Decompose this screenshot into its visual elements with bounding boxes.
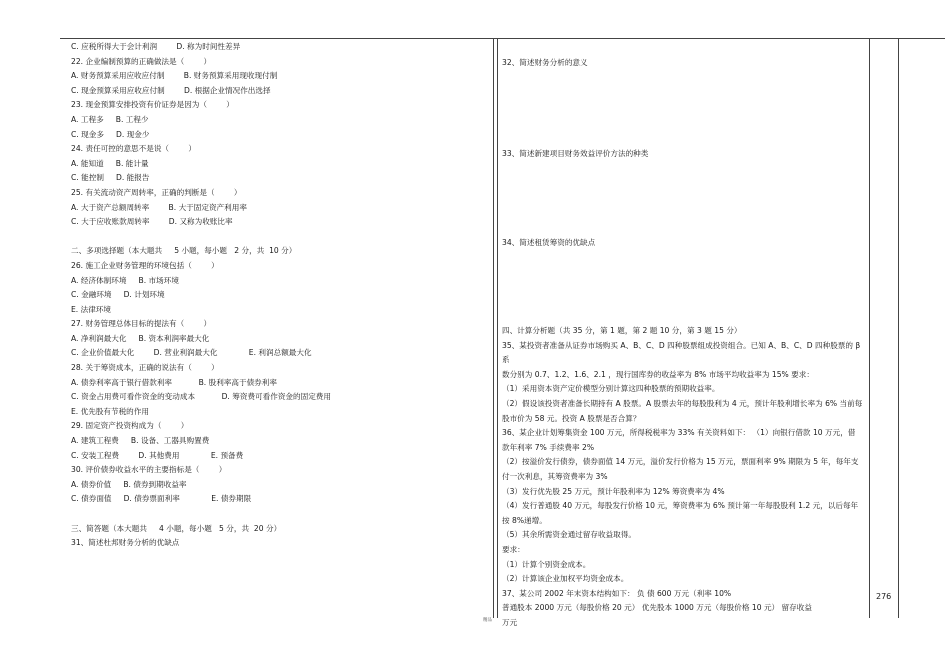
text-line: 数分别为 0.7、1.2、1.6、2.1 ，现行国库券的收益率为 8% 市场平均收益率为 15% 要求： [502, 369, 814, 379]
text-line: E. 优先股有节税的作用 [71, 406, 149, 416]
text-line: A. 大于资产总额周转率 B. 大于固定资产利用率 [71, 202, 247, 212]
text-line: A. 财务预算采用应收应付制 B. 财务预算采用现收现付制 [71, 71, 278, 81]
question-24: 24. 责任可控的意思不是说（ ） [71, 144, 196, 154]
question-35: 35、某投资者准备从证券市场购买 A、B、C、D 四种股票组成投资组合。已知 A、B、C、D 四种股票的 β 系 [502, 340, 861, 365]
text-line: 要求： [502, 544, 525, 554]
text-line: C. 金融环境 D. 计划环境 [71, 290, 165, 300]
question-34: 34、简述租赁筹资的优缺点 [502, 238, 596, 247]
text-line: （4）发行普通股 40 万元，每股发行价格 10 元，筹资费率为 6% 预计第一年每股股利 1.2 元，以后每年 [502, 501, 859, 511]
blank-line [71, 230, 486, 245]
column-divider [497, 38, 498, 618]
question-32: 32、简述财务分析的意义 [502, 58, 588, 67]
section-heading: 二、多项选择题（本大题共 5 小题，每小题 2 分，共 10 分） [71, 246, 297, 256]
text-line: C. 大于应收账款周转率 D. 又称为收账比率 [71, 217, 233, 227]
text-line: 普通股本 2000 万元（每股价格 20 元） 优先股本 1000 万元（每股价格 10 元） 留存收益 [502, 603, 812, 613]
text-line: （2）假设该投资者准备长期持有 A 股票。A 股票去年的每股股利为 4 元，预计年股利增长率为 6% 当前每 [502, 398, 863, 408]
text-line: A. 工程多 B. 工程少 [71, 114, 149, 124]
question-31: 31、简述杜邦财务分析的优缺点 [71, 538, 180, 548]
text-line: （2）按溢价发行债券，债券面值 14 万元，溢价发行价格为 15 万元，票面利率 9% 期限为 5 年，每年支 [502, 457, 859, 467]
column-divider [493, 38, 494, 618]
question-28: 28. 关于筹资成本，正确的说法有（ ） [71, 363, 219, 373]
section-heading: 三、简答题（本大题共 4 小题，每小题 5 分，共 20 分） [71, 523, 282, 533]
text-line: （1）采用资本资产定价模型分别计算这四种股票的预期收益率。 [502, 384, 720, 394]
text-line: C. 资金占用费可看作资金的变动成本 D. 筹资费可看作资金的固定费用 [71, 392, 331, 402]
text-line: C. 安装工程费 D. 其他费用 E. 预备费 [71, 450, 244, 460]
question-23: 23. 现金预算安排投资有价证券是因为（ ） [71, 100, 234, 110]
text-line: C. 现金多 D. 现金少 [71, 129, 150, 139]
question-22: 22. 企业编制预算的正确做法是（ ） [71, 56, 212, 66]
text-line: （1）计算个别资金成本。 [502, 559, 591, 569]
question-33: 33、简述新建项目财务效益评价方法的种类 [502, 149, 649, 158]
left-column [71, 40, 486, 551]
text-line: C. 现金预算采用应收应付制 D. 根据企业情况作出选择 [71, 85, 271, 95]
question-36: 36、某企业计划筹集资金 100 万元，所得税税率为 33% 有关资料如下： （1）向银行借款 10 万元，借 [502, 428, 856, 438]
text-line: （5）其余所需资金通过留存收益取得。 [502, 530, 636, 540]
text-line: （2）计算该企业加权平均资金成本。 [502, 574, 629, 584]
blank-line [71, 507, 486, 522]
text-line: A. 经济体制环境 B. 市场环境 [71, 275, 179, 285]
question-25: 25. 有关流动资产周转率，正确的判断是（ ） [71, 187, 242, 197]
text-line: 按 8%递增。 [502, 515, 547, 525]
question-26: 26. 施工企业财务管理的环境包括（ ） [71, 260, 219, 270]
question-29: 29. 固定资产投资构成为（ ） [71, 421, 189, 431]
text-line: A. 债券价值 B. 债券到期收益率 [71, 479, 187, 489]
text-line: E. 法律环境 [71, 304, 112, 314]
score-divider [898, 38, 899, 618]
text-line: 付一次利息，其筹资费率为 3% [502, 471, 608, 481]
score-divider [869, 38, 870, 618]
question-27: 27. 财务管理总体目标的提法有（ ） [71, 319, 212, 329]
text-line: C. 债券面值 D. 债券票面利率 E. 债券期限 [71, 494, 252, 504]
text-line: A. 能知道 B. 能计量 [71, 158, 149, 168]
text-line: 款年利率 7% 手续费率 2% [502, 442, 595, 452]
text-line: A. 建筑工程费 B. 设备、工器具购置费 [71, 436, 210, 446]
text-line: A. 债券利率高于银行借款利率 B. 股利率高于债券利率 [71, 377, 277, 387]
text-line: 万元 [502, 617, 518, 627]
question-37: 37、某公司 2002 年末资本结构如下： 负 债 600 万元（利率 10% [502, 588, 732, 598]
question-30: 30. 评价债券收益水平的主要指标是（ ） [71, 465, 227, 475]
text-line: 股市价为 58 元。投资 A 股票是否合算？ [502, 413, 641, 423]
section-heading: 四、计算分析题（共 35 分，第 1 题，第 2 题 10 分，第 3 题 15 分） [502, 326, 742, 335]
text-line: （3）发行优先股 25 万元，预计年股利率为 12% 筹资费率为 4% [502, 486, 725, 496]
calculation-section [502, 324, 864, 630]
page-number: 276 [876, 592, 892, 601]
text-line: C. 企业价值最大化 D. 营业利润最大化 E. 利润总额最大化 [71, 348, 312, 358]
footer-mark: 精品 [483, 618, 492, 623]
text-line: C. 能控制 D. 能报告 [71, 173, 150, 183]
text-line: A. 净利润最大化 B. 资本利润率最大化 [71, 333, 210, 343]
text-line: C. 应税所得大于会计利润 D. 称为时间性差异 [71, 42, 241, 51]
